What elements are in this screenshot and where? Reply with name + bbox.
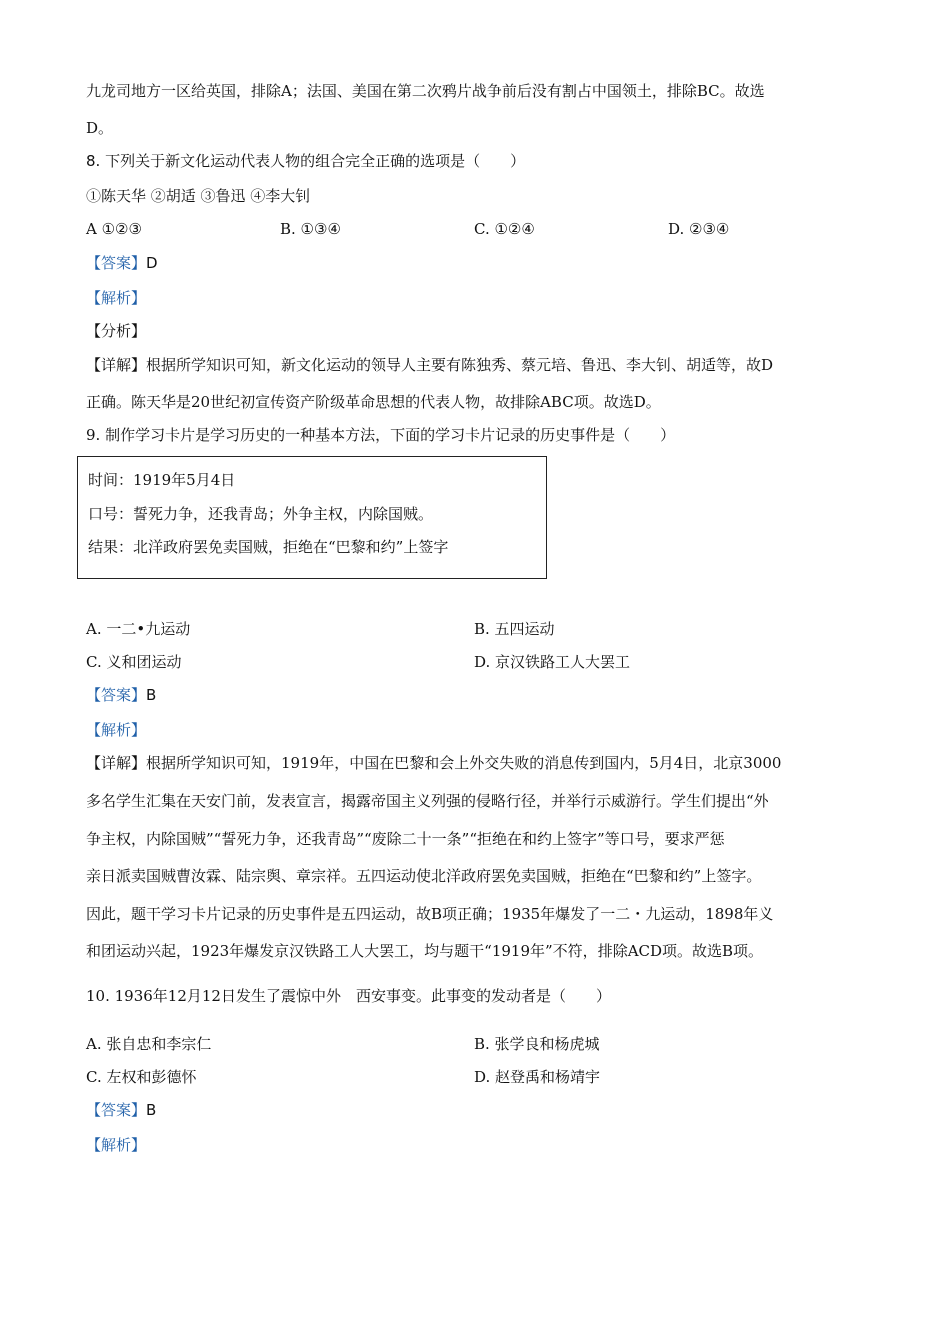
detail-tag: 【详解】: [86, 754, 147, 772]
question-9-option-a[interactable]: A. 一二•九运动: [86, 620, 191, 638]
question-8-option-c[interactable]: C. ①②④: [474, 220, 535, 238]
question-8-option-b[interactable]: B. ①③④: [280, 220, 341, 238]
answer-tag: 【答案】: [86, 1101, 147, 1119]
question-9-detail-line: 多名学生汇集在天安门前，发表宣言，揭露帝国主义列强的侵略行径，并举行示威游行。学生们提出“外: [86, 792, 769, 810]
question-10-analysis-tag: 【解析】: [86, 1136, 147, 1154]
question-8-answer: [86, 253, 158, 273]
detail-text: 根据所学知识可知，1919年，中国在巴黎和会上外交失败的消息传到国内，5月4日，北京3000: [146, 754, 782, 772]
question-10-option-c[interactable]: C. 左权和彭德怀: [86, 1068, 197, 1086]
card-time: 时间：1919年5月4日: [88, 471, 236, 489]
question-8-option-a[interactable]: A ①②③: [86, 220, 142, 238]
detail-tag: 【详解】: [86, 356, 147, 374]
detail-text: 根据所学知识可知，新文化运动的领导人主要有陈独秀、蔡元培、鲁迅、李大钊、胡适等，故D: [146, 356, 774, 374]
study-card: [77, 456, 547, 579]
question-10-option-b[interactable]: B. 张学良和杨虎城: [474, 1035, 600, 1053]
answer-value: B: [146, 686, 157, 704]
question-9-stem: 9. 制作学习卡片是学习历史的一种基本方法，下面的学习卡片记录的历史事件是（ ）: [86, 426, 676, 444]
question-9-analysis-tag: 【解析】: [86, 721, 147, 739]
question-9-answer: [86, 685, 156, 705]
question-9-detail-line: 和团运动兴起，1923年爆发京汉铁路工人大罢工，均与题干“1919年”不符，排除ACD项。故选B项。: [86, 942, 764, 960]
answer-tag: 【答案】: [86, 254, 147, 272]
answer-tag: 【答案】: [86, 686, 147, 704]
question-10-stem: 10. 1936年12月12日发生了震惊中外 西安事变。此事变的发动者是（ ）: [86, 987, 611, 1005]
question-10-option-a[interactable]: A. 张自忠和李宗仁: [86, 1035, 212, 1053]
question-8-analysis-tag: 【解析】: [86, 289, 147, 307]
question-9-option-c[interactable]: C. 义和团运动: [86, 653, 182, 671]
question-9-option-b[interactable]: B. 五四运动: [474, 620, 555, 638]
answer-value: B: [146, 1101, 157, 1119]
question-10-option-d[interactable]: D. 赵登禹和杨靖宇: [474, 1068, 601, 1086]
card-slogan: 口号：誓死力争，还我青岛；外争主权，内除国贼。: [88, 505, 434, 523]
question-8-stem: 8. 下列关于新文化运动代表人物的组合完全正确的选项是（ ）: [86, 152, 526, 170]
prev-explanation-line: D。: [86, 119, 114, 137]
question-9-detail-line: 因此，题干学习卡片记录的历史事件是五四运动，故B项正确；1935年爆发了一二・九运动，1898年义: [86, 905, 774, 923]
question-8-items: ①陈天华 ②胡适 ③鲁迅 ④李大钊: [86, 187, 311, 205]
question-9-detail-line: 争主权，内除国贼”“誓死力争，还我青岛”“废除二十一条”“拒绝在和约上签字”等口号，要求严惩: [86, 830, 725, 848]
question-9-detail: [86, 753, 781, 773]
question-8-detail-line: 正确。陈天华是20世纪初宣传资产阶级革命思想的代表人物，故排除ABC项。故选D。: [86, 393, 661, 411]
question-9-option-d[interactable]: D. 京汉铁路工人大罢工: [474, 653, 631, 671]
question-8-detail: [86, 355, 773, 375]
question-9-detail-line: 亲日派卖国贼曹汝霖、陆宗舆、章宗祥。五四运动使北洋政府罢免卖国贼，拒绝在“巴黎和约”上签字。: [86, 867, 762, 885]
question-8-option-d[interactable]: D. ②③④: [668, 220, 730, 238]
answer-value: D: [146, 254, 158, 272]
prev-explanation-line: 九龙司地方一区给英国，排除A；法国、美国在第二次鸦片战争前后没有割占中国领土，排除BC。故选: [86, 82, 765, 100]
card-result: 结果：北洋政府罢免卖国贼，拒绝在“巴黎和约”上签字: [88, 538, 449, 556]
question-10-answer: [86, 1100, 156, 1120]
question-8-fenxi-tag: 【分析】: [86, 322, 147, 340]
